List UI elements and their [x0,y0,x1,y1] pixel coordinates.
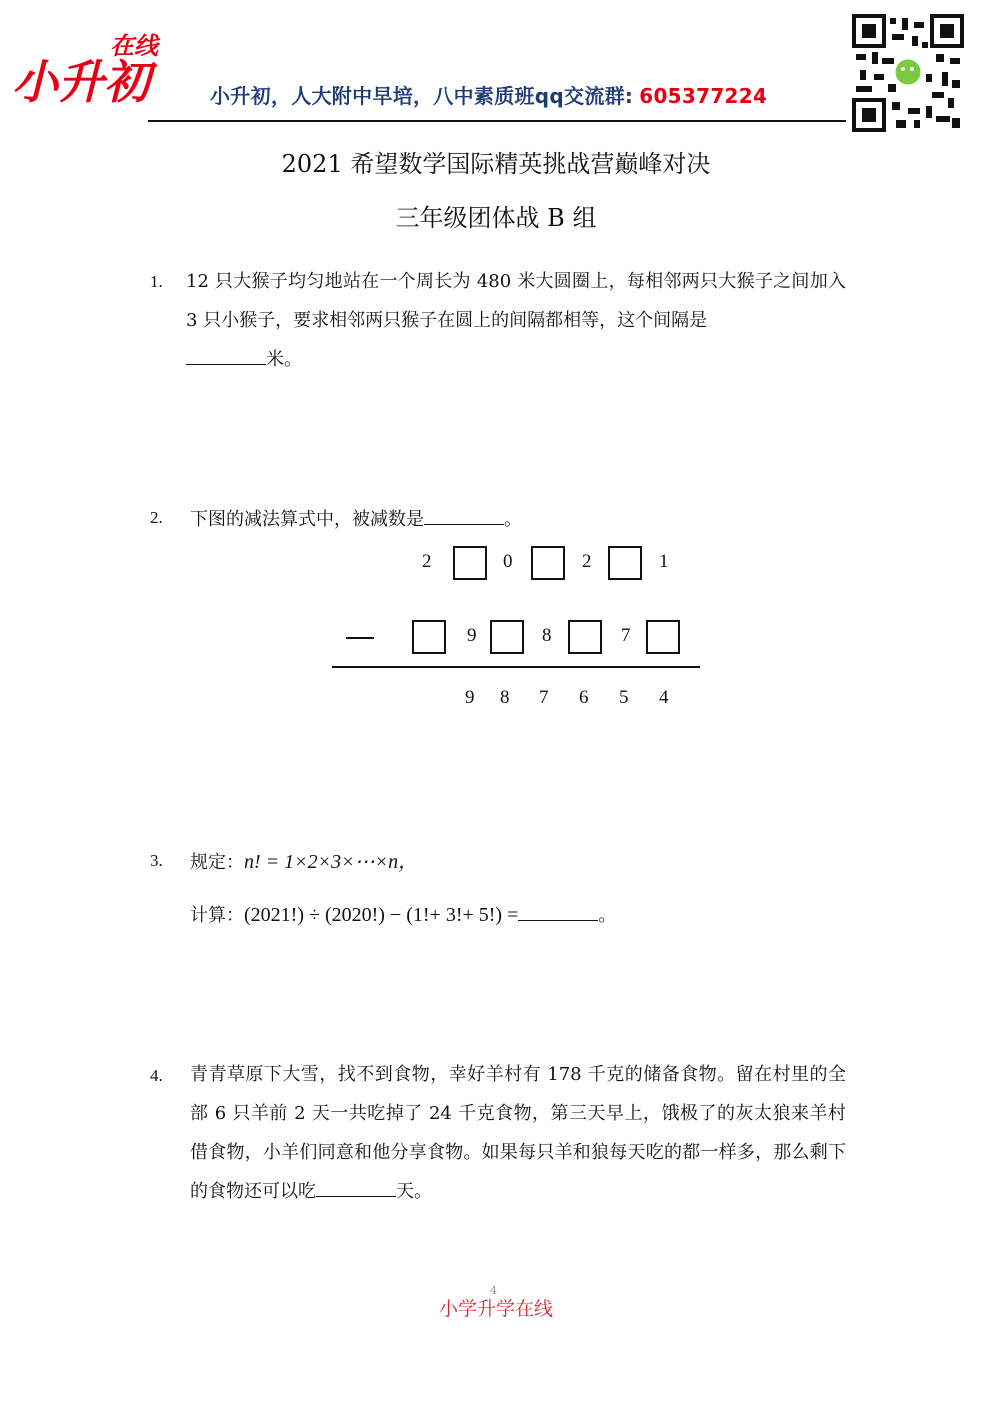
mid-digit: 8 [542,625,552,646]
top-digit: 2 [422,551,432,572]
question-3-definition [190,843,418,882]
footer-site: 小学升学在线 [438,1298,553,1320]
result-digit: 4 [659,687,669,708]
qq-number: 605377224 [639,84,768,108]
question-tail: 。 [598,905,617,926]
question-label: 规定： [190,852,244,873]
qr-code-icon [852,14,964,132]
question-text: 下图的减法算式中，被减数是 [190,509,424,530]
question-2 [190,500,522,539]
result-digit: 6 [579,687,589,708]
question-3-compute [190,896,616,935]
digit-box [646,620,680,654]
answer-blank [424,523,504,525]
logo-sub: 在线 [110,32,158,60]
header-rule [148,120,846,122]
page-number: 4 [490,1284,497,1297]
digit-box [412,620,446,654]
question-tail: 米。 [266,349,302,370]
banner-text: 小升初，人大附中早培，八中素质班qq交流群: [210,84,634,108]
question-tail: 天。 [396,1181,432,1202]
question-4 [190,1055,846,1211]
top-digit: 0 [503,551,513,572]
answer-blank [186,363,266,365]
result-digit: 8 [500,687,510,708]
minus-sign [346,637,374,639]
math-expression: n! = 1×2×3×⋯×n， [244,851,419,873]
math-expression: (2021!) ÷ (2020!) − (1!+ 3!+ 5!) = [244,904,519,926]
qq-banner [210,80,767,109]
digit-box [453,546,487,580]
question-label: 计算： [190,905,244,926]
page-title: 2021 希望数学国际精英挑战营巅峰对决 [281,150,711,178]
digit-box [608,546,642,580]
question-tail: 。 [504,509,522,530]
page-subtitle: 三年级团体战 B 组 [395,204,597,232]
question-number: 1. [150,272,163,291]
question-1 [186,262,846,379]
answer-blank [518,919,598,921]
top-digit: 2 [582,551,592,572]
mid-digit: 7 [621,625,631,646]
question-text: 青青草原下大雪，找不到食物，幸好羊村有 178 千克的储备食物。留在村里的全部 6 只羊前 2 天一共吃掉了 24 千克食物，第三天早上，饿极了的灰太狼来羊村借食物，小羊们同意和他分享食物。如果每只羊和狼每天吃的都一样多，那么剩下的食物还可以吃 [190,1064,846,1202]
question-text: 12 只大猴子均匀地站在一个周长为 480 米大圆圈上，每相邻两只大猴子之间加入 3 只小猴子，要求相邻两只猴子在圆上的间隔都相等，这个间隔是 [186,271,846,331]
answer-blank [316,1195,396,1197]
question-number: 3. [150,851,163,870]
subtraction-line [332,666,700,668]
digit-box [568,620,602,654]
top-digit: 1 [659,551,669,572]
result-digit: 9 [465,687,475,708]
question-number: 4. [150,1066,163,1085]
digit-box [531,546,565,580]
site-logo [10,24,170,104]
logo-text: 小升初 [12,55,150,104]
question-number: 2. [150,508,163,527]
result-digit: 5 [619,687,629,708]
digit-box [490,620,524,654]
mid-digit: 9 [467,625,477,646]
result-digit: 7 [539,687,549,708]
